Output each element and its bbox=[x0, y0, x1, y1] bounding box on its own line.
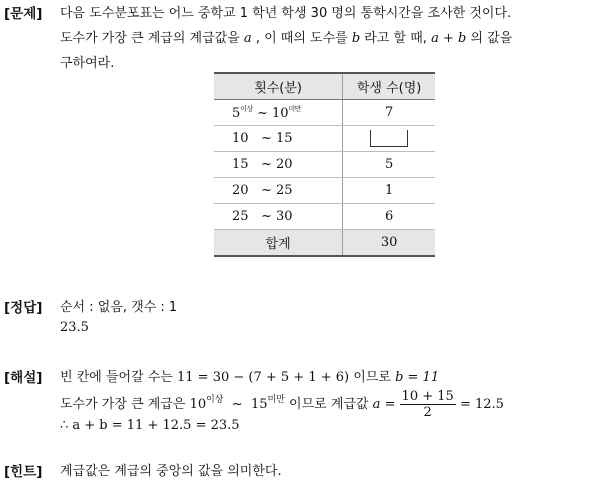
total-value: 30 bbox=[343, 230, 435, 257]
table-row bbox=[214, 178, 435, 204]
table-row bbox=[214, 100, 435, 126]
problem-line-2: 도수가 가장 큰 계급의 계급값을 a , 이 때의 도수를 b 라고 할 때, a + b 의 값을 bbox=[60, 31, 513, 46]
count-cell: 7 bbox=[343, 100, 435, 126]
count-cell: 6 bbox=[343, 204, 435, 230]
interval-cell: 25 ~ 30 bbox=[214, 204, 343, 230]
hint-tag: [힌트] bbox=[4, 464, 43, 480]
fraction: $\frac{10 + 15}{2}$ bbox=[401, 389, 454, 420]
problem-line-1: 다음 도수분포표는 어느 중학교 1 학년 학생 30 명의 통학시간을 조사한 것이다. bbox=[60, 6, 512, 21]
solution-line-2: 도수가 가장 큰 계급은 $10^{이상}$ ~ $15^{미만}$ 이므로 계급값 a = $\frac{10 + 15}{2}$ = 12.5 bbox=[60, 389, 504, 420]
solution-line-3: ∴ a + b = 11 + 12.5 = 23.5 bbox=[60, 418, 240, 433]
interval-cell: 20 ~ 25 bbox=[214, 178, 343, 204]
answer-value: 23.5 bbox=[60, 320, 89, 335]
interval-cell: $5^{이상}$ ~ $10^{미만}$ bbox=[214, 100, 343, 126]
table-row bbox=[214, 204, 435, 230]
answer-tag: [정답] bbox=[4, 300, 43, 316]
hint-text: 계급값은 계급의 중앙의 값을 의미한다. bbox=[60, 464, 282, 479]
solution-line-1: 빈 칸에 들어갈 수는 11 = 30 − (7 + 5 + 1 + 6) 이므로 b = 11 bbox=[60, 370, 440, 385]
answer-line-1: 순서 : 없음, 갯수 : 1 bbox=[60, 300, 178, 315]
table-row bbox=[214, 126, 435, 152]
table-header-row bbox=[214, 73, 435, 100]
solution-tag: [해설] bbox=[4, 370, 43, 386]
header-count: 학생 수(명) bbox=[343, 73, 435, 100]
count-cell: 1 bbox=[343, 178, 435, 204]
blank-box bbox=[370, 130, 408, 147]
interval-cell: 10 ~ 15 bbox=[214, 126, 343, 152]
frequency-table bbox=[214, 72, 435, 257]
total-label: 합계 bbox=[214, 230, 343, 257]
table-total-row bbox=[214, 230, 435, 257]
count-cell: 5 bbox=[343, 152, 435, 178]
problem-tag: [문제] bbox=[4, 6, 43, 22]
interval-cell: 15 ~ 20 bbox=[214, 152, 343, 178]
header-interval: 횟수(분) bbox=[214, 73, 343, 100]
problem-line-3: 구하여라. bbox=[60, 56, 115, 71]
blank-count-cell bbox=[343, 126, 435, 152]
table-row bbox=[214, 152, 435, 178]
